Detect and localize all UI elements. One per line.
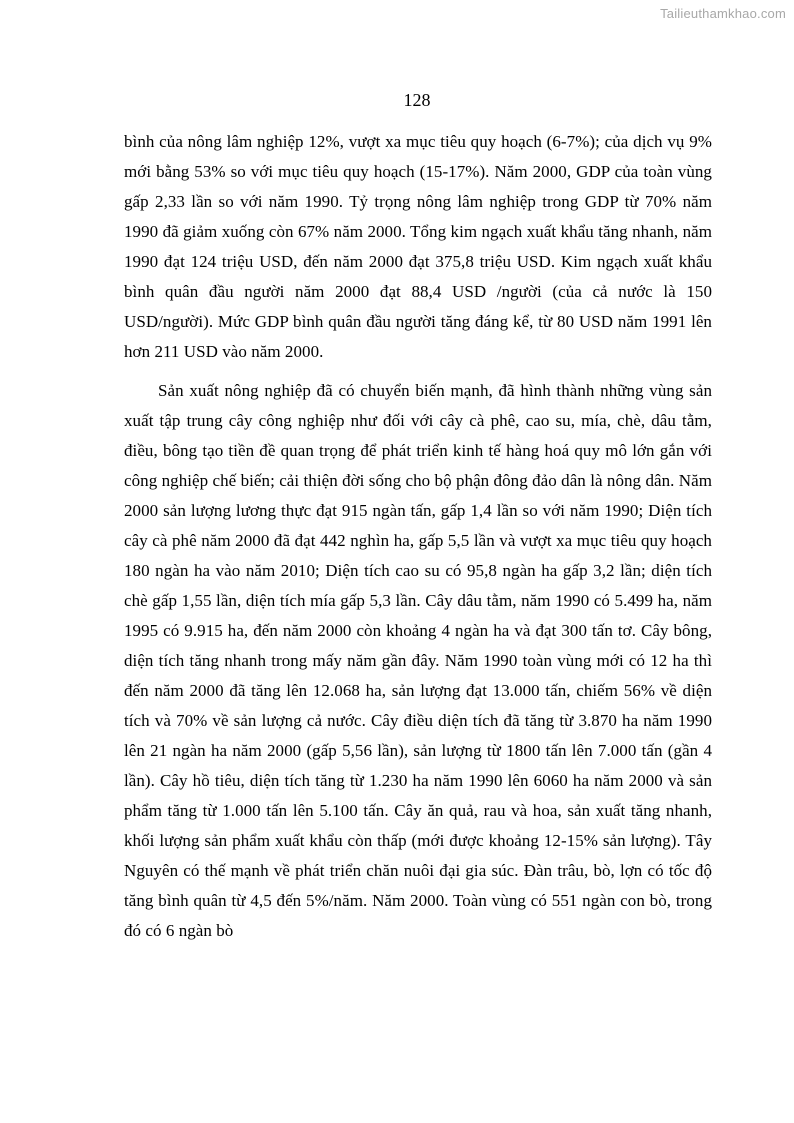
- document-body: [124, 127, 712, 946]
- paragraph-1: bình của nông lâm nghiệp 12%, vượt xa mục tiêu quy hoạch (6-7%); của dịch vụ 9% mới bằng 53% so với mục tiêu quy hoạch (15-17%). Năm 2000, GDP của toàn vùng gấp 2,33 lần so với năm 1990. Tỷ trọng nông lâm nghiệp trong GDP từ 70% năm 1990 đã giảm xuống còn 67% năm 2000. Tổng kim ngạch xuất khẩu tăng nhanh, năm 1990 đạt 124 triệu USD, đến năm 2000 đạt 375,8 triệu USD. Kim ngạch xuất khẩu bình quân đầu người năm 2000 đạt 88,4 USD /người (của cả nước là 150 USD/người). Mức GDP bình quân đầu người tăng đáng kể, từ 80 USD năm 1991 lên hơn 211 USD vào năm 2000.: [124, 132, 712, 361]
- paragraph-2: Sản xuất nông nghiệp đã có chuyển biến mạnh, đã hình thành những vùng sản xuất tập trung cây công nghiệp như đối với cây cà phê, cao su, mía, chè, dâu tằm, điều, bông tạo tiền đề quan trọng để phát triển kinh tế hàng hoá quy mô lớn gắn với công nghiệp chế biến; cải thiện đời sống cho bộ phận đông đảo dân là nông dân. Năm 2000 sản lượng lương thực đạt 915 ngàn tấn, gấp 1,4 lần so với năm 1990; Diện tích cây cà phê năm 2000 đã đạt 442 nghìn ha, gấp 5,5 lần và vượt xa mục tiêu quy hoạch 180 ngàn ha vào năm 2010; Diện tích cao su có 95,8 ngàn ha gấp 3,2 lần; diện tích chè gấp 1,55 lần, diện tích mía gấp 5,3 lần. Cây dâu tằm, năm 1990 có 5.499 ha, năm 1995 có 9.915 ha, đến năm 2000 còn khoảng 4 ngàn ha và đạt 300 tấn tơ. Cây bông, diện tích tăng nhanh trong mấy năm gần đây. Năm 1990 toàn vùng mới có 12 ha thì đến năm 2000 đã tăng lên 12.068 ha, sản lượng đạt 13.000 tấn, chiếm 56% về diện tích và 70% về sản lượng cả nước. Cây điều diện tích đã tăng từ 3.870 ha năm 1990 lên 21 ngàn ha năm 2000 (gấp 5,56 lần), sản lượng từ 1800 tấn lên 7.000 tấn (gần 4 lần). Cây hồ tiêu, diện tích tăng từ 1.230 ha năm 1990 lên 6060 ha năm 2000 và sản phẩm tăng từ 1.000 tấn lên 5.100 tấn. Cây ăn quả, rau và hoa, sản xuất tăng nhanh, khối lượng sản phẩm xuất khẩu còn thấp (mới được khoảng 12-15% sản lượng). Tây Nguyên có thế mạnh về phát triển chăn nuôi đại gia súc. Đàn trâu, bò, lợn có tốc độ tăng bình quân từ 4,5 đến 5%/năm. Năm 2000. Toàn vùng có 551 ngàn con bò, trong đó có 6 ngàn bò: [124, 381, 712, 940]
- watermark-text: Tailieuthamkhao.com: [660, 6, 786, 21]
- page-number: 128: [403, 90, 431, 110]
